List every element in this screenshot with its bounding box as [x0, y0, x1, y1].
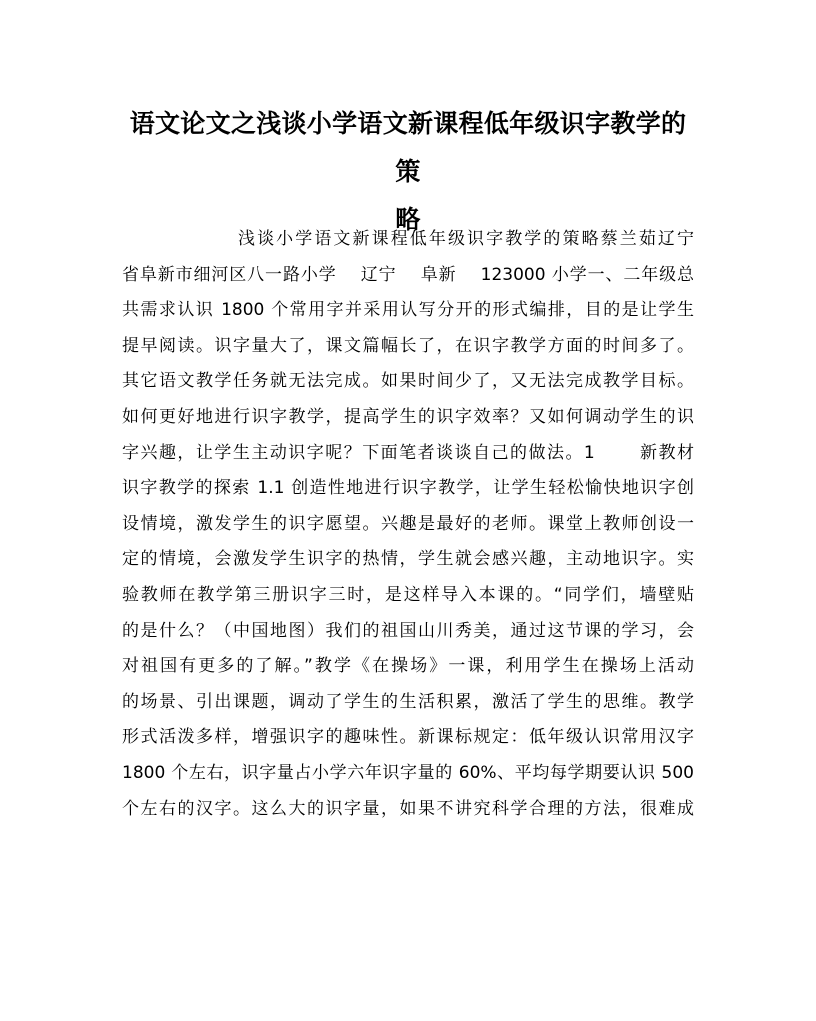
body-line: 如何更好地进行识字教学，提高学生的识字效率？又如何调动学生的识 — [122, 406, 694, 427]
body-line: 识字教学的探索 1.1 创造性地进行识字教学，让学生轻松愉快地识字创 — [122, 478, 694, 499]
body-line: 浅谈小学语文新课程低年级识字教学的策略蔡兰茹辽宁 — [238, 229, 694, 249]
title-line-2: 略 — [395, 205, 421, 234]
body-line: 字兴趣，让学生主动识字呢？下面笔者谈谈自己的做法。1 新教材 — [122, 442, 694, 463]
body-line: 形式活泼多样，增强识字的趣味性。新课标规定：低年级认识常用汉字 — [122, 727, 694, 748]
body-line: 其它语文教学任务就无法完成。如果时间少了，又无法完成教学目标。 — [122, 371, 694, 392]
body-line: 共需求认识 1800 个常用字并采用认写分开的形式编排，目的是让学生 — [122, 300, 694, 321]
body-line: 提早阅读。识字量大了，课文篇幅长了，在识字教学方面的时间多了。 — [122, 335, 694, 356]
body-line: 的是什么？（中国地图）我们的祖国山川秀美，通过这节课的学习，会 — [122, 620, 694, 641]
document-body — [122, 222, 694, 827]
body-line: 验教师在教学第三册识字三时，是这样导入本课的。“同学们，墙壁贴 — [122, 584, 694, 605]
body-line: 设情境，激发学生的识字愿望。兴趣是最好的老师。课堂上教师创设一 — [122, 513, 694, 534]
body-line: 1800 个左右，识字量占小学六年识字量的 60%、平均每学期要认识 500 — [122, 762, 694, 783]
body-line: 的场景、引出课题，调动了学生的生活积累，激活了学生的思维。教学 — [122, 691, 694, 712]
body-line: 省阜新市细河区八一路小学 辽宁 阜新 123000 小学一、二年级总 — [122, 264, 694, 285]
body-line: 个左右的汉字。这么大的识字量，如果不讲究科学合理的方法，很难成 — [122, 798, 694, 819]
body-line: 对祖国有更多的了解。”教学《在操场》一课，利用学生在操场上活动 — [122, 656, 694, 677]
title-line-1: 语文论文之浅谈小学语文新课程低年级识字教学的策 — [129, 109, 687, 186]
body-line: 定的情境，会激发学生识字的热情，学生就会感兴趣，主动地识字。实 — [122, 549, 694, 570]
